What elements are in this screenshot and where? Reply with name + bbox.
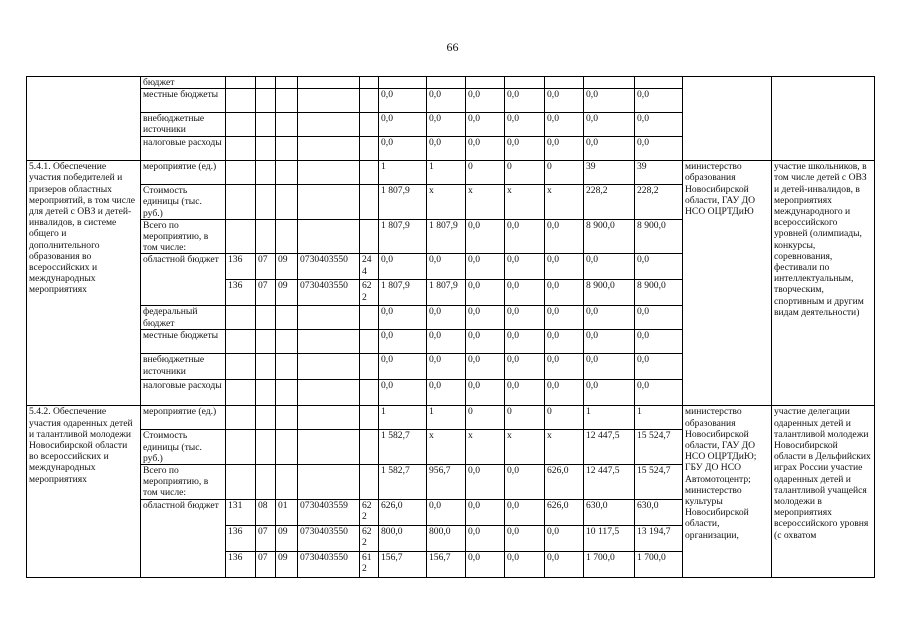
value-cell: 0,0 [505,254,545,280]
value-cell: 0,0 [466,551,505,577]
vr-code: 622 [360,499,379,525]
value-cell: 12 447,5 [584,430,635,465]
csr-code: 0730403550 [298,551,360,577]
funding-source: внебюджетные источники [141,354,226,380]
funding-source: налоговые расходы [141,380,226,406]
value-cell: x [545,430,584,465]
value-cell: 156,7 [379,551,427,577]
csr-code: 0730403550 [298,254,360,280]
vr-code: 622 [360,280,379,306]
value-cell: 0,0 [505,280,545,306]
value-cell: 8 900,0 [635,219,683,254]
value-cell: 800,0 [379,525,427,551]
value-cell: 0 [505,406,545,430]
value-cell: 1 807,9 [427,280,466,306]
funding-source: местные бюджеты [141,330,226,354]
value-cell: x [545,185,584,220]
value-cell: 0,0 [427,354,466,380]
value-cell: 0,0 [379,89,427,113]
value-cell: x [466,185,505,220]
value-cell: x [466,430,505,465]
value-cell: 0,0 [505,330,545,354]
value-cell: 8 900,0 [584,280,635,306]
value-cell: x [505,185,545,220]
value-cell: 0,0 [505,137,545,161]
value-cell: 0,0 [545,306,584,330]
funding-source: мероприятие (ед.) [141,406,226,430]
funding-source: мероприятие (ед.) [141,161,226,185]
value-cell: 0 [545,406,584,430]
result-cell [772,77,875,161]
funding-source: федеральный бюджет [141,306,226,330]
value-cell: 0,0 [584,306,635,330]
value-cell: 0,0 [466,465,505,500]
value-cell: 39 [584,161,635,185]
value-cell: 0,0 [635,354,683,380]
value-cell: 0,0 [545,280,584,306]
value-cell: 8 900,0 [584,219,635,254]
measure-title: 5.4.1. Обеспечение участия победителей и призеров областных мероприятий, в том числе для детей с ОВЗ и детей-инвалидов, в системе общего и дополнительного образования во всероссийских и международных мероприятиях [27,161,141,406]
value-cell: 1 [635,406,683,430]
value-cell: 0,0 [505,219,545,254]
value-cell: 0,0 [545,380,584,406]
value-cell: 0,0 [505,380,545,406]
value-cell: 0,0 [584,113,635,137]
funding-source: налоговые расходы [141,137,226,161]
value-cell: 0,0 [379,113,427,137]
value-cell: 0,0 [466,219,505,254]
value-cell: 0,0 [427,499,466,525]
funding-source: Стоимость единицы (тыс. руб.) [141,430,226,465]
value-cell: 0 [466,406,505,430]
value-cell: 0,0 [379,330,427,354]
pr-code: 09 [276,280,298,306]
value-cell: 8 900,0 [635,280,683,306]
rz-code: 08 [256,499,276,525]
value-cell: 0,0 [545,525,584,551]
executor-cell: министерство образования Новосибирской области, ГАУ ДО НСО ОЦРТДиЮ; ГБУ ДО НСО Автомотоцентр; министерство культуры Новосибирской области, организации, [683,406,772,577]
grbs-code: 136 [226,280,256,306]
value-cell: 626,0 [379,499,427,525]
grbs-code: 136 [226,525,256,551]
value-cell: 228,2 [635,185,683,220]
table-row [27,406,875,430]
executor-cell [683,77,772,161]
funding-source: внебюджетные источники [141,113,226,137]
funding-source: Всего по мероприятию, в том числе: [141,219,226,254]
value-cell: 0,0 [427,306,466,330]
value-cell: 0,0 [427,137,466,161]
table-row [27,77,875,89]
value-cell: 0,0 [545,551,584,577]
csr-code: 0730403550 [298,525,360,551]
value-cell: 0,0 [584,380,635,406]
value-cell: 1 700,0 [635,551,683,577]
grbs-code: 131 [226,499,256,525]
value-cell: 1 807,9 [379,219,427,254]
pr-code: 09 [276,254,298,280]
rz-code: 07 [256,525,276,551]
value-cell: 1 [379,161,427,185]
value-cell: 0,0 [379,380,427,406]
pr-code: 01 [276,499,298,525]
value-cell: 0,0 [635,380,683,406]
vr-code: 612 [360,551,379,577]
measure-cell [27,77,141,161]
value-cell: 0,0 [466,113,505,137]
funding-source: областной бюджет [141,254,226,306]
value-cell: 1 582,7 [379,465,427,500]
value-cell: 0,0 [466,306,505,330]
value-cell: 15 524,7 [635,465,683,500]
pr-code: 09 [276,525,298,551]
value-cell: 12 447,5 [584,465,635,500]
vr-code: 244 [360,254,379,280]
value-cell: 0,0 [466,330,505,354]
funding-source: областной бюджет [141,499,226,577]
value-cell: 0,0 [427,89,466,113]
value-cell: 0,0 [505,465,545,500]
rz-code: 07 [256,551,276,577]
value-cell: 0,0 [466,137,505,161]
grbs-code: 136 [226,254,256,280]
value-cell: 1 700,0 [584,551,635,577]
value-cell: 1 [427,406,466,430]
value-cell: 0,0 [466,89,505,113]
funding-source: местные бюджеты [141,89,226,113]
value-cell: 156,7 [427,551,466,577]
value-cell: 0,0 [584,137,635,161]
value-cell: 0,0 [545,219,584,254]
value-cell: 0,0 [505,89,545,113]
pr-code: 09 [276,551,298,577]
value-cell: 0,0 [466,280,505,306]
value-cell: 0,0 [545,113,584,137]
value-cell: 0,0 [427,380,466,406]
measure-title: 5.4.2. Обеспечение участия одаренных детей и талантливой молодежи Новосибирской области во всероссийских и международных мероприятиях [27,406,141,577]
value-cell: 1 [379,406,427,430]
value-cell: 1 [584,406,635,430]
value-cell: 0,0 [545,354,584,380]
value-cell: 956,7 [427,465,466,500]
value-cell: 0,0 [545,137,584,161]
value-cell: 630,0 [584,499,635,525]
grbs-code: 136 [226,551,256,577]
value-cell: 0,0 [584,89,635,113]
value-cell: 1 582,7 [379,430,427,465]
value-cell: 0,0 [505,354,545,380]
value-cell: 1 807,9 [379,280,427,306]
rz-code: 07 [256,254,276,280]
value-cell: 0,0 [584,254,635,280]
value-cell: 630,0 [635,499,683,525]
funding-source: бюджет [141,77,226,89]
value-cell: 0,0 [427,330,466,354]
value-cell: 0,0 [466,254,505,280]
value-cell: 0 [466,161,505,185]
value-cell: 0,0 [584,354,635,380]
value-cell: 0,0 [466,380,505,406]
result-cell: участие делегации одаренных детей и талантливой молодежи Новосибирской области в Дельфийских играх России участие одаренных детей и талантливой учащейся молодежи в мероприятиях всероссийского уровня (с охватом [772,406,875,577]
page-number: 66 [446,40,459,54]
rz-code: 07 [256,280,276,306]
result-cell: участие школьников, в том числе детей с ОВЗ и детей-инвалидов, в мероприятиях международного и всероссийского уровней (олимпиады, конкурсы, соревнования, фестивали по интеллектуальным, творческим, спортивным и другим видам деятельности) [772,161,875,406]
value-cell: 0,0 [466,525,505,551]
value-cell: 1 807,9 [427,219,466,254]
value-cell: 1 [427,161,466,185]
csr-code: 0730403559 [298,499,360,525]
csr-code: 0730403550 [298,280,360,306]
value-cell: 0,0 [635,89,683,113]
budget-table [26,76,875,578]
value-cell: 0,0 [635,330,683,354]
value-cell: 15 524,7 [635,430,683,465]
value-cell: x [427,185,466,220]
value-cell: 10 117,5 [584,525,635,551]
value-cell: 13 194,7 [635,525,683,551]
value-cell: 0,0 [427,113,466,137]
value-cell: 0,0 [635,306,683,330]
table-row [27,161,875,185]
value-cell: 0,0 [379,306,427,330]
value-cell: 0 [505,161,545,185]
value-cell: 0,0 [379,354,427,380]
value-cell: 0,0 [427,254,466,280]
value-cell: 0,0 [635,137,683,161]
value-cell: 1 807,9 [379,185,427,220]
value-cell: 0,0 [379,254,427,280]
value-cell: 0,0 [505,551,545,577]
funding-source: Стоимость единицы (тыс. руб.) [141,185,226,220]
value-cell: x [427,430,466,465]
value-cell: 0,0 [379,137,427,161]
vr-code: 622 [360,525,379,551]
value-cell: 228,2 [584,185,635,220]
value-cell: 0,0 [635,254,683,280]
value-cell: 0,0 [466,354,505,380]
value-cell: 0,0 [505,525,545,551]
value-cell: 0,0 [466,499,505,525]
value-cell: 0,0 [635,113,683,137]
value-cell: 0,0 [545,330,584,354]
value-cell: 800,0 [427,525,466,551]
value-cell: 0,0 [505,499,545,525]
value-cell: x [505,430,545,465]
value-cell: 0,0 [505,113,545,137]
funding-source: Всего по мероприятию, в том числе: [141,465,226,500]
value-cell: 39 [635,161,683,185]
value-cell: 626,0 [545,499,584,525]
value-cell: 626,0 [545,465,584,500]
value-cell: 0 [545,161,584,185]
executor-cell: министерство образования Новосибирской области, ГАУ ДО НСО ОЦРТДиЮ [683,161,772,406]
value-cell: 0,0 [545,89,584,113]
value-cell: 0,0 [505,306,545,330]
value-cell: 0,0 [545,254,584,280]
value-cell: 0,0 [584,330,635,354]
